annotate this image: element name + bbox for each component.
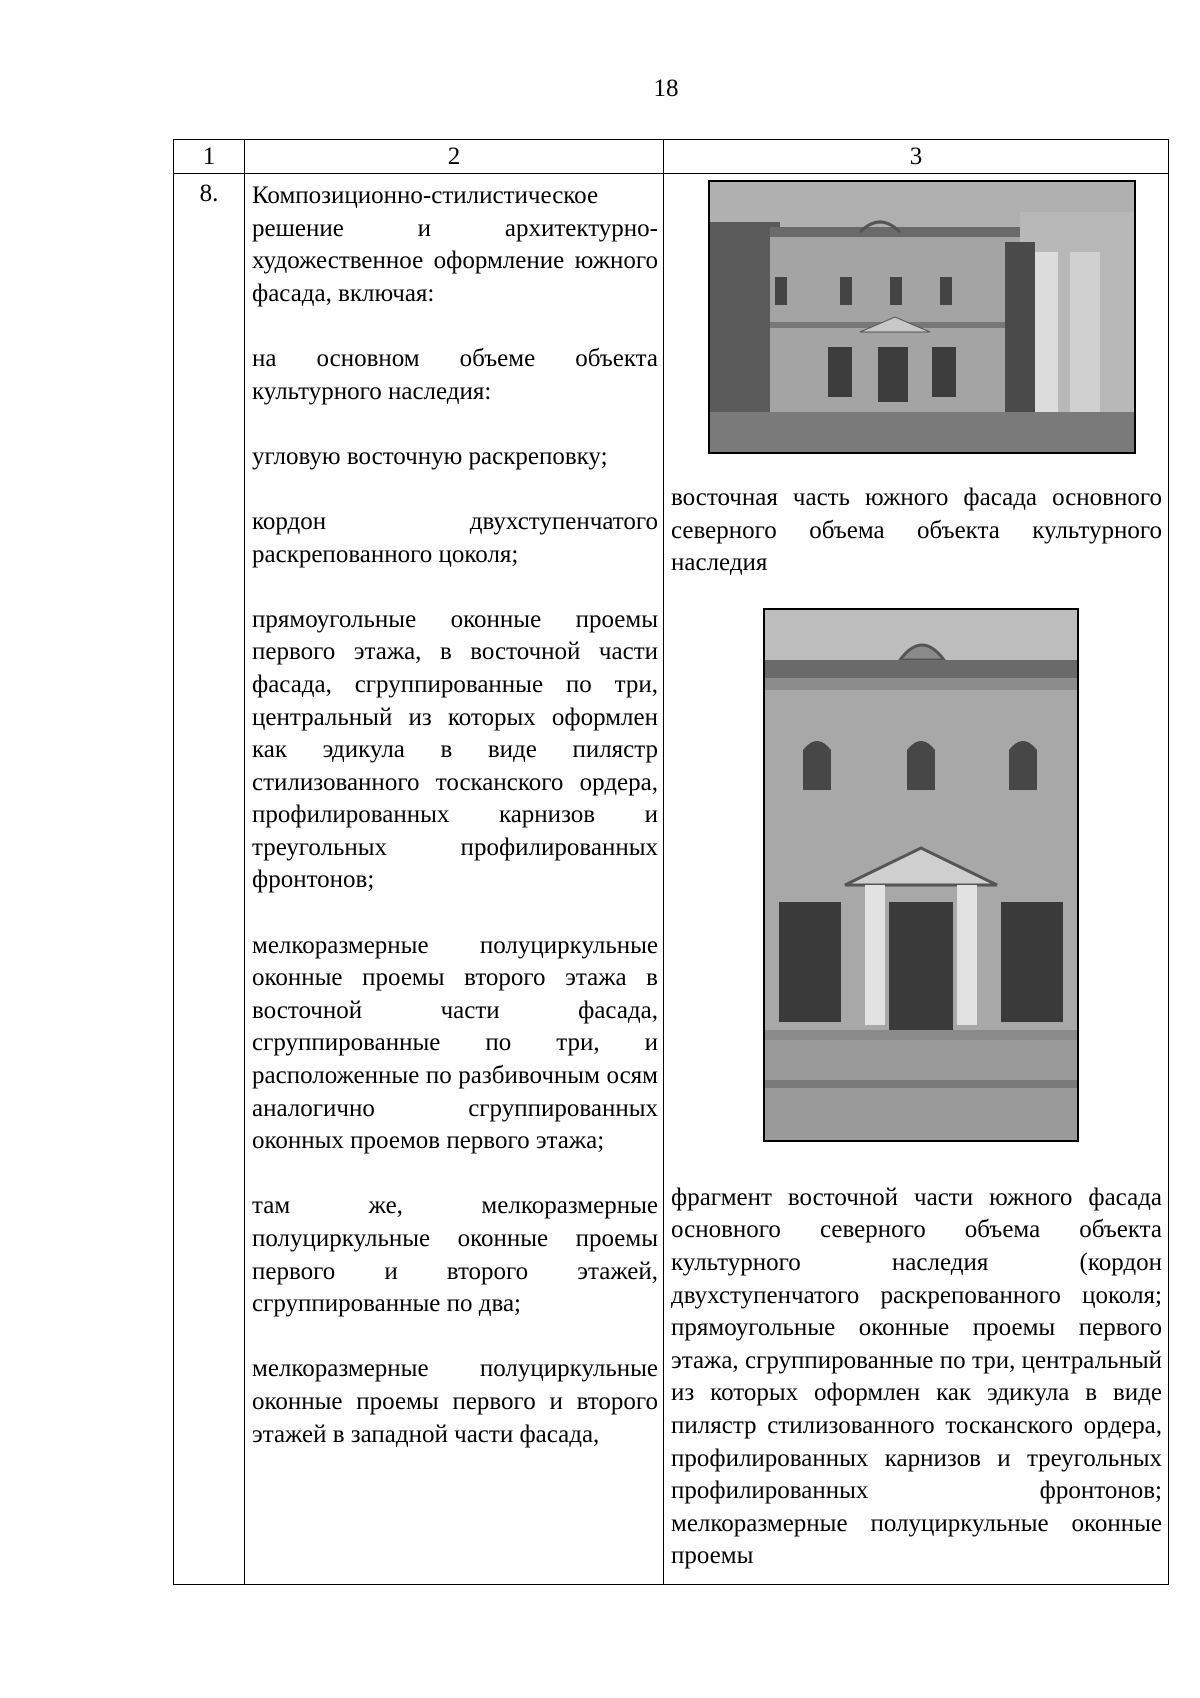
header-col-2: 2: [245, 140, 664, 174]
description-paragraph: на основном объеме объекта культурного наследия:: [252, 344, 658, 405]
facade-photo-fragment-image: [765, 610, 1077, 1140]
photo-cell: [664, 174, 1169, 1585]
description-paragraph: Композиционно-стилистическое решение и архитектурно-художественное оформление южного фасада, включая:: [252, 182, 658, 307]
facade-photo-east-part: [708, 180, 1136, 454]
description-paragraph: мелкоразмерные полуциркульные оконные проемы первого и второго этажей в западной части фасада,: [252, 1355, 658, 1448]
table-row: [174, 174, 1169, 1585]
description-cell: [245, 174, 664, 1585]
description-paragraph: угловую восточную раскреповку;: [252, 442, 608, 470]
header-col-3: 3: [664, 140, 1169, 174]
facade-photo-east-part-image: [710, 182, 1134, 452]
description-paragraph: мелкоразмерные полуциркульные оконные проемы второго этажа в восточной части фасада, сгруппированные по три, и расположенные по разбивочным осям аналогично сгруппированных оконных проемов первого этажа;: [252, 931, 658, 1155]
photo1-caption: восточная часть южного фасада основного северного объема объекта культурного наследия: [671, 484, 1162, 577]
facade-photo-fragment: [763, 608, 1079, 1142]
row-number: 8.: [174, 174, 245, 1585]
photo2-caption: фрагмент восточной части южного фасада основного северного объема объекта культурного наследия (кордон двухступенчатого раскрепованного цоколя; прямоугольные оконные проемы первого этажа, сгруппированные по три, центральный из которых оформлен как эдикула в виде пилястр стилизованного тосканского ордера, профилированных карнизов и треугольных профилированных фронтонов; мелкоразмерные полуциркульные оконные проемы: [671, 1183, 1162, 1570]
description-paragraph: там же, мелкоразмерные полуциркульные оконные проемы первого и второго этажей, сгруппированные по два;: [252, 1192, 658, 1318]
header-col-1: 1: [174, 140, 245, 174]
table-header-row: [174, 140, 1169, 174]
description-paragraph: кордон двухступенчатого раскрепованного цоколя;: [252, 507, 658, 568]
page-number: 18: [653, 75, 679, 102]
heritage-table: [173, 139, 1169, 1585]
description-paragraph: прямоугольные оконные проемы первого этажа, в восточной части фасада, сгруппированные по три, центральный из которых оформлен как эдикула в виде пилястр стилизованного тосканского ордера, профилированных карнизов и треугольных профилированных фронтонов;: [252, 605, 658, 894]
